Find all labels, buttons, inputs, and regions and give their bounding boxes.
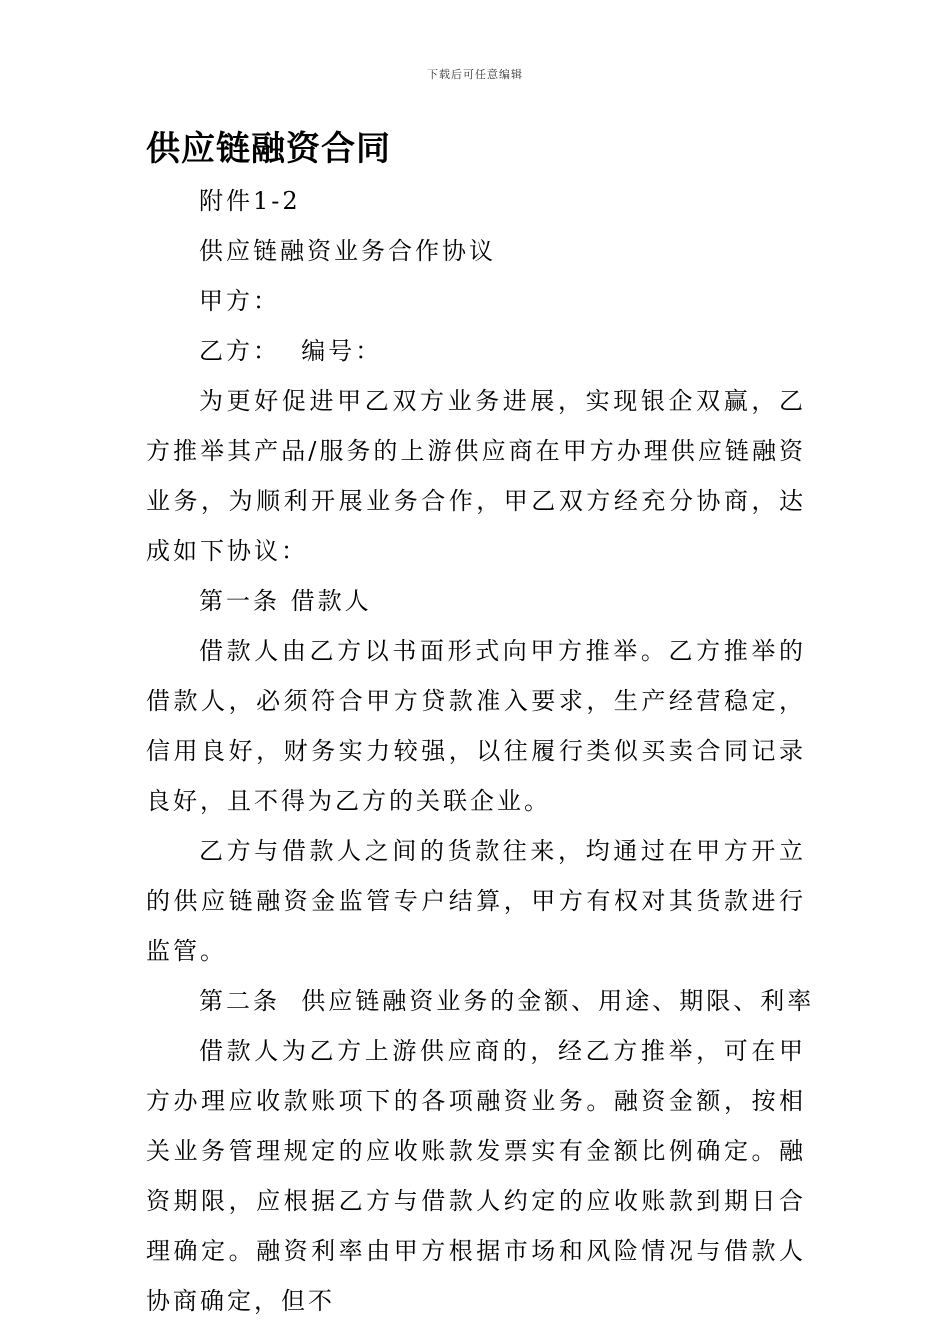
document-body — [146, 176, 815, 1326]
preamble-paragraph: 为更好促进甲乙双方业务进展，实现银企双赢，乙方推举其产品/服务的上游供应商在甲方办理供应链融资业务，为顺利开展业务合作，甲乙双方经充分协商，达成如下协议： — [146, 387, 806, 565]
party-b-line: 乙方： 编号： — [199, 337, 383, 365]
page-header-note: 下载后可任意编辑 — [427, 68, 523, 81]
party-a-line: 甲方： — [199, 287, 280, 315]
attachment-label: 附件1-2 — [199, 187, 301, 215]
article-1-paragraph-1: 借款人由乙方以书面形式向甲方推举。乙方推举的借款人，必须符合甲方贷款准入要求，生产经营稳定，信用良好，财务实力较强，以往履行类似买卖合同记录良好，且不得为乙方的关联企业。 — [146, 637, 806, 815]
article-2-paragraph-1: 借款人为乙方上游供应商的，经乙方推举，可在甲方办理应收款账项下的各项融资业务。融资金额，按相关业务管理规定的应收账款发票实有金额比例确定。融资期限，应根据乙方与借款人约定的应收账款到期日合理确定。融资利率由甲方根据市场和风险情况与借款人协商确定，但不 — [146, 1037, 806, 1315]
article-1-paragraph-2: 乙方与借款人之间的货款往来，均通过在甲方开立的供应链融资金监管专户结算，甲方有权对其货款进行监管。 — [146, 837, 806, 965]
article-1-heading: 第一条 借款人 — [199, 587, 372, 615]
agreement-name: 供应链融资业务合作协议 — [199, 237, 496, 265]
article-2-heading: 第二条 供应链融资业务的金额、用途、期限、利率 — [199, 987, 815, 1015]
document-title: 供应链融资合同 — [146, 129, 391, 169]
